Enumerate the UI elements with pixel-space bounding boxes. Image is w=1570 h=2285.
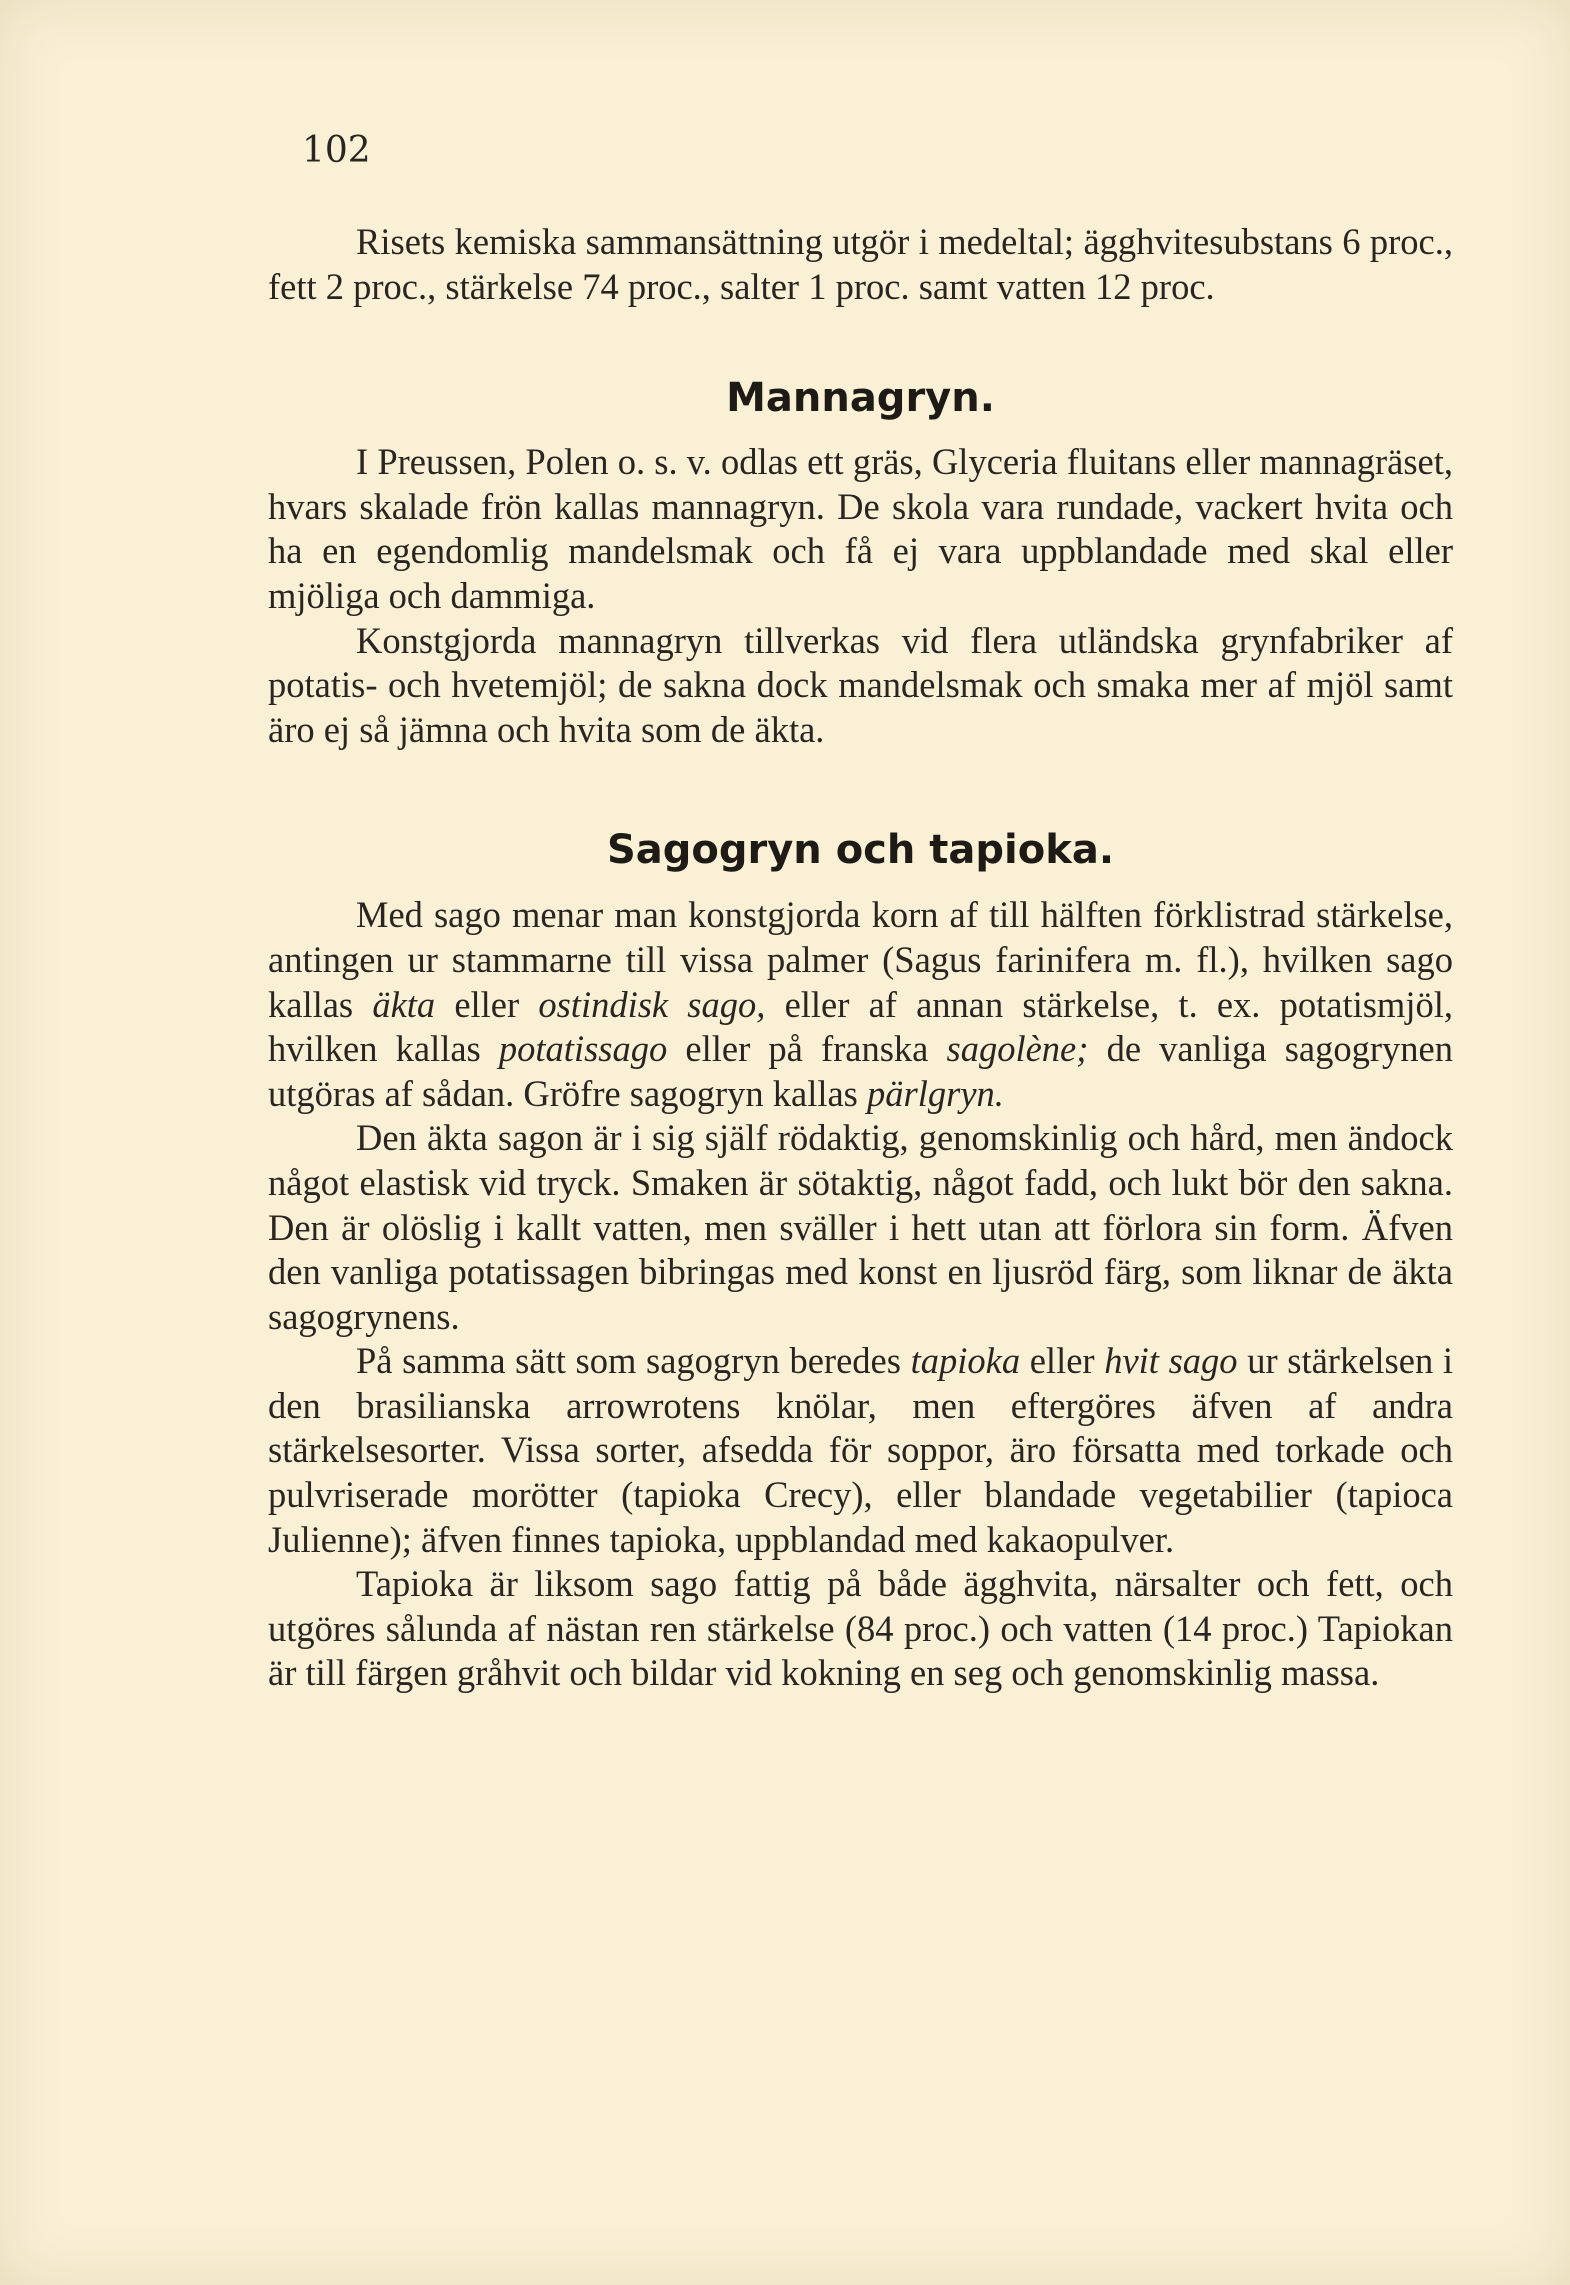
italic-term: ostindisk sago, — [538, 983, 766, 1025]
sago-paragraph-2: Den äkta sagon är i sig själf rödaktig, genomskinlig och hård, men ändock något elastisk vid tryck. Smaken är sötaktig, något fadd, och lukt bör den sakna. Den är olöslig i kallt vatten, men sväller i hett utan att förlora sin form. Äfven den vanliga potatissagen bibringas med konst en ljusröd färg, som liknar de äkta sagogrynens. — [268, 1117, 1453, 1337]
text-run: de vanliga sagogrynen utgöras af sådan. Gröfre sagogryn kallas — [268, 1028, 1453, 1114]
text-run: eller på franska — [667, 1028, 947, 1070]
text-run: På samma sätt som sagogryn beredes — [356, 1340, 911, 1382]
italic-term: äkta — [372, 983, 436, 1025]
sago-paragraph-3 — [268, 1339, 1453, 1562]
page-content — [268, 220, 1453, 1696]
heading-sagogryn-tapioka: Sagogryn och tapioka. — [606, 827, 1115, 874]
text-run: eller — [435, 983, 539, 1025]
italic-term: hvit sago — [1104, 1340, 1238, 1382]
sago-paragraph-1 — [268, 893, 1453, 1116]
text-run: eller af annan stärkelse, t. ex. potatismjöl, hvilken kallas — [268, 983, 1453, 1070]
italic-term: sagolène; — [946, 1028, 1089, 1070]
mannagryn-paragraph-2: Konstgjorda mannagryn tillverkas vid flera utländska grynfabriker af potatis- och hvetemjöl; de sakna dock mandelsmak och smaka mer af mjöl samt äro ej så jämna och hvita som de äkta. — [268, 619, 1453, 750]
intro-paragraph: Risets kemiska sammansättning utgör i medeltal; ägghvitesubstans 6 proc., fett 2 proc., stärkelse 74 proc., salter 1 proc. samt vatten 12 proc. — [268, 221, 1453, 307]
heading-mannagryn: Mannagryn. — [726, 375, 995, 422]
italic-term: tapioka — [910, 1340, 1021, 1382]
page-number: 102 — [302, 130, 371, 171]
italic-term: potatissago — [498, 1028, 668, 1070]
text-run: eller — [1020, 1340, 1105, 1382]
mannagryn-paragraph-1: I Preussen, Polen o. s. v. odlas ett gräs, Glyceria fluitans eller mannagräset, hvars skalade frön kallas mannagryn. De skola vara rundade, vackert hvita och ha en egendomlig mandelsmak och få ej vara uppblandade med skal eller mjöliga och dammiga. — [268, 441, 1453, 616]
text-run: Med sago menar man konstgjorda korn af till hälften förklistrad stärkelse, antingen ur stammarne till vissa palmer (Sagus farinifera m. fl.), hvilken sago kallas — [268, 894, 1453, 1025]
text-run: ur stärkelsen i den brasilianska arrowrotens knölar, men eftergöres äfven af andra stärkelsesorter. Vissa sorter, afsedda för soppor, äro försatta med torkade och pulvriserade morötter (tapioka Crecy), eller blandade vegetabilier (tapioca Julienne); äfven finnes tapioka, uppblandad med kakaopulver. — [268, 1340, 1453, 1560]
sago-paragraph-4: Tapioka är liksom sago fattig på både ägghvita, närsalter och fett, och utgöres sålunda af nästan ren stärkelse (84 proc.) och vatten (14 proc.) Tapiokan är till färgen gråhvit och bildar vid kokning en seg och genomskinlig massa. — [268, 1563, 1453, 1694]
italic-term: pärlgryn. — [867, 1072, 1004, 1114]
